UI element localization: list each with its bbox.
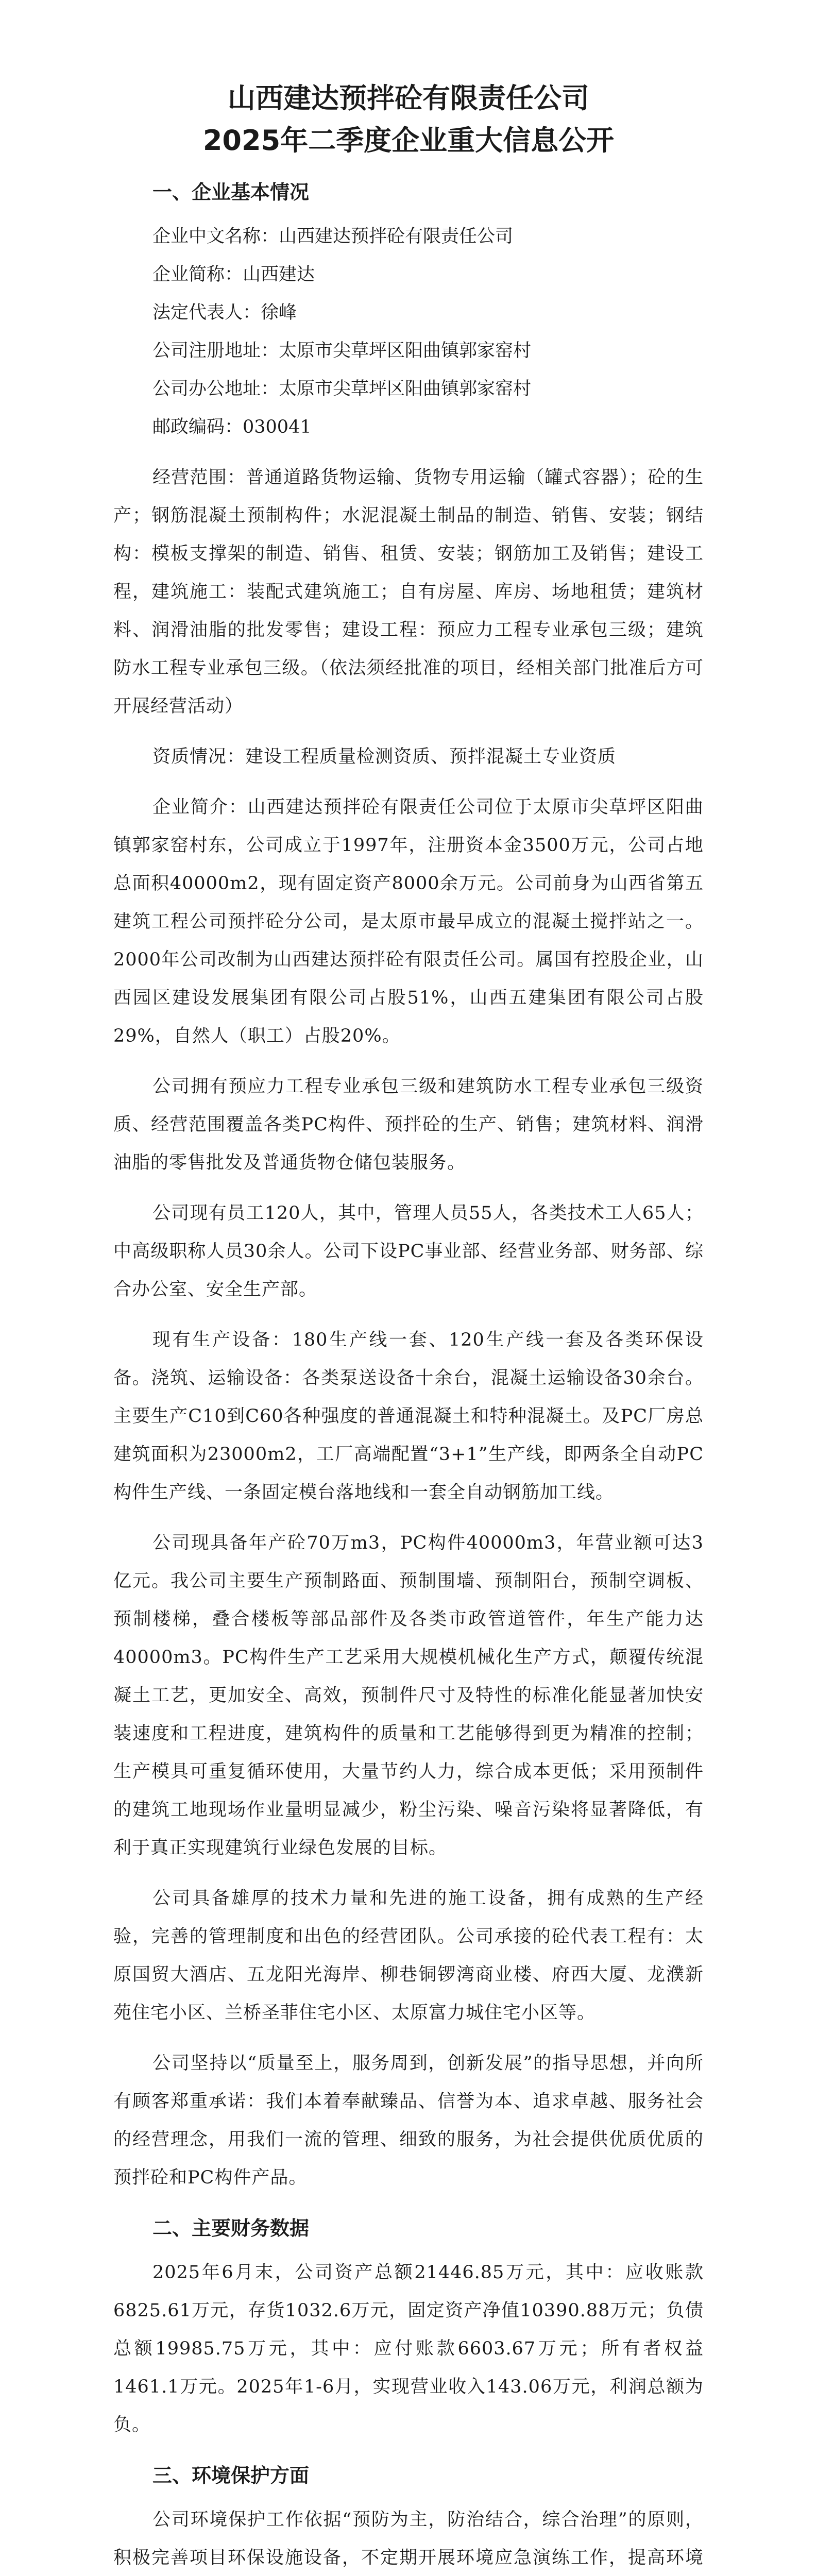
section-finance bbox=[113, 2209, 704, 2444]
company-intro-paragraph: 企业简介：山西建达预拌砼有限责任公司位于太原市尖草坪区阳曲镇郭家窑村东，公司成立于1997年，注册资本金3500万元，公司占地总面积40000m2，现有固定资产8000余万元。公司前身为山西省第五建筑工程公司预拌砼分公司，是太原市最早成立的混凝土搅拌站之一。2000年公司改制为山西建达预拌砼有限责任公司。属国有控股企业，山西园区建设发展集团有限公司占股51%，山西五建集团有限公司占股29%，自然人（职工）占股20%。 bbox=[113, 797, 704, 1046]
company-short-name: 企业简称：山西建达 bbox=[152, 264, 315, 285]
section-environment bbox=[113, 2456, 704, 2576]
company-intro-paragraph: 公司拥有预应力工程专业承包三级和建筑防水工程专业承包三级资质、经营范围覆盖各类PC构件、预拌砼的生产、销售；建筑材料、润滑油脂的零售批发及普通货物仓储包装服务。 bbox=[113, 1076, 704, 1173]
section-heading-basic: 一、企业基本情况 bbox=[152, 181, 310, 204]
section-basic-info bbox=[113, 173, 704, 2197]
finance-paragraph: 2025年6月末，公司资产总额21446.85万元，其中：应收账款6825.61万元，存货1032.6万元，固定资产净值10390.88万元；负债总额19985.75万元，其中：应付账款6603.67万元；所有者权益1461.1万元。2025年1-6月，实现营业收入143.06万元，利润总额为负。 bbox=[113, 2262, 704, 2435]
environment-paragraph: 公司环境保护工作依据“预防为主，防治结合，综合治理”的原则，积极完善项目环保设施设备，不定期开展环境应急演练工作，提高环境 bbox=[113, 2510, 704, 2568]
qualification: 资质情况：建设工程质量检测资质、预拌混凝土专业资质 bbox=[152, 747, 617, 767]
postcode: 邮政编码：030041 bbox=[152, 417, 312, 437]
section-heading-environment: 三、环境保护方面 bbox=[152, 2464, 310, 2487]
office-address: 公司办公地址：太原市尖草坪区阳曲镇郭家窑村 bbox=[152, 379, 532, 399]
document-title-line-2: 2025年二季度企业重大信息公开 bbox=[202, 124, 615, 157]
company-intro-paragraph: 公司具备雄厚的技术力量和先进的施工设备，拥有成熟的生产经验，完善的管理制度和出色的经营团队。公司承接的砼代表工程有：太原国贸大酒店、五龙阳光海岸、柳巷铜锣湾商业楼、府西大厦、龙濮新苑住宅小区、兰桥圣菲住宅小区、太原富力城住宅小区等。 bbox=[113, 1888, 704, 2023]
business-scope: 经营范围：普通道路货物运输、货物专用运输（罐式容器）；砼的生产；钢筋混凝土预制构件；水泥混凝土制品的制造、销售、安装；钢结构：模板支撑架的制造、销售、租赁、安装；钢筋加工及销售；建设工程，建筑施工：装配式建筑施工；自有房屋、库房、场地租赁；建筑材料、润滑油脂的批发零售；建设工程：预应力工程专业承包三级；建筑防水工程专业承包三级。（依法须经批准的项目，经相关部门批准后方可开展经营活动） bbox=[113, 467, 704, 717]
legal-representative: 法定代表人：徐峰 bbox=[152, 302, 297, 323]
section-heading-finance: 二、主要财务数据 bbox=[152, 2217, 310, 2240]
registered-address: 公司注册地址：太原市尖草坪区阳曲镇郭家窑村 bbox=[152, 341, 532, 361]
company-name-cn: 企业中文名称：山西建达预拌砼有限责任公司 bbox=[152, 226, 514, 247]
document-title-line-1: 山西建达预拌砼有限责任公司 bbox=[228, 82, 589, 114]
company-intro-paragraph: 公司坚持以“质量至上，服务周到，创新发展”的指导思想，并向所有顾客郑重承诺：我们本着奉献臻品、信誉为本、追求卓越、服务社会的经营理念，用我们一流的管理、细致的服务，为社会提供优质优质的预拌砼和PC构件产品。 bbox=[113, 2053, 704, 2188]
company-intro-paragraph: 现有生产设备：180生产线一套、120生产线一套及各类环保设备。浇筑、运输设备：各类泵送设备十余台，混凝土运输设备30余台。主要生产C10到C60各种强度的普通混凝土和特种混凝土。及PC厂房总建筑面积为23000m2，工厂高端配置“3+1”生产线，即两条全自动PC构件生产线、一条固定模台落地线和一套全自动钢筋加工线。 bbox=[113, 1330, 704, 1503]
company-intro-paragraph: 公司现具备年产砼70万m3，PC构件40000m3，年营业额可达3亿元。我公司主要生产预制路面、预制围墙、预制阳台，预制空调板、预制楼梯，叠合楼板等部品部件及各类市政管道管件，年生产能力达40000m3。PC构件生产工艺采用大规模机械化生产方式，颠覆传统混凝土工艺，更加安全、高效，预制件尺寸及特性的标准化能显著加快安装速度和工程进度，建筑构件的质量和工艺能够得到更为精准的控制；生产模具可重复循环使用，大量节约人力，综合成本更低；采用预制件的建筑工地现场作业量明显减少，粉尘污染、噪音污染将显著降低，有利于真正实现建筑行业绿色发展的目标。 bbox=[113, 1533, 704, 1858]
company-intro-paragraph: 公司现有员工120人，其中，管理人员55人，各类技术工人65人；中高级职称人员30余人。公司下设PC事业部、经营业务部、财务部、综合办公室、安全生产部。 bbox=[113, 1203, 704, 1300]
